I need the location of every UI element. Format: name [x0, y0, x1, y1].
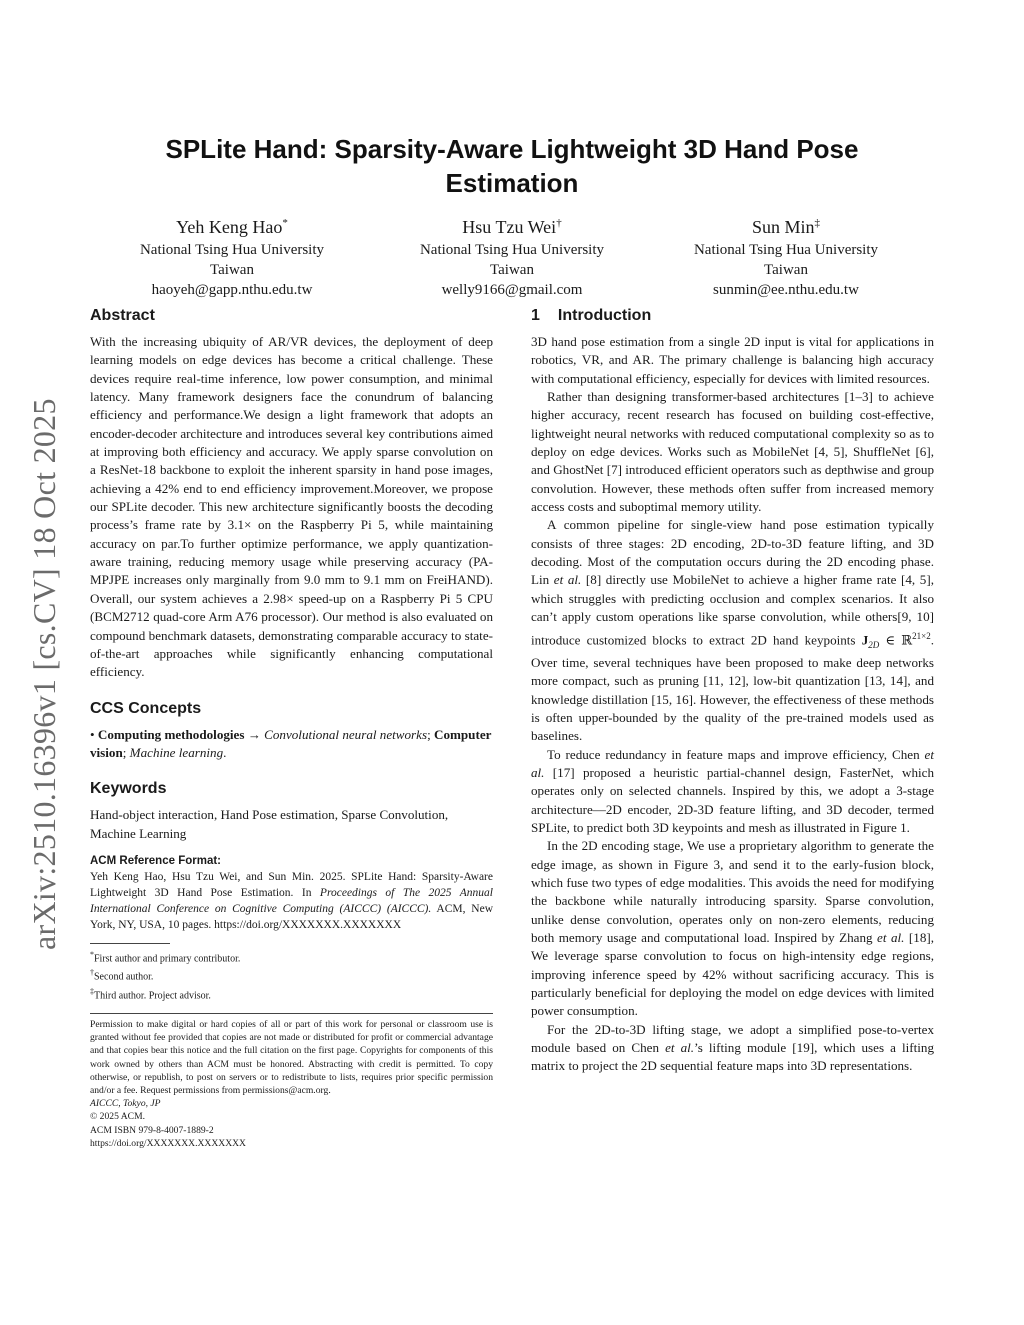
- intro-paragraph: Rather than designing transformer-based architectures [1–3] to achieve higher accuracy, recent research has focused on building cost-effective, lightweight neural networks with reduced computational complexity so as to deploy on edge devices. Works such as MobileNet [4, 5], ShuffleNet [6], and GhostNet [7] introduced efficient operators such as depthwise and group convolution. However, these methods often suffer from increased memory access costs and suboptimal memory utility.: [531, 389, 934, 515]
- copyright-line: © 2025 ACM.: [90, 1111, 145, 1123]
- author-block: [372, 210, 652, 300]
- permission-rule: [90, 1013, 493, 1014]
- section-heading-introduction: 1 Introduction: [531, 307, 652, 324]
- author-name: Hsu Tzu Wei†: [462, 217, 562, 237]
- permission-notice: Permission to make digital or hard copies of all or part of this work for personal or classroom use is granted without fee provided that copies are not made or distributed for profit or commercial advantage and that copies bear this notice and the full citation on the first page. Copyrights for components of this work owned by others than ACM must be honored. Abstracting with credit is permitted. To copy otherwise, or republish, to post on servers or to redistribute to lists, requires prior specific permission and/or a fee. Request permissions from permissions@acm.org.: [90, 1018, 493, 1096]
- acm-reference-heading: ACM Reference Format:: [90, 854, 221, 867]
- author-name: Sun Min‡: [751, 217, 821, 237]
- keywords-text: Hand-object interaction, Hand Pose estimation, Sparse Convolution, Machine Learning: [90, 807, 449, 841]
- footnote: †Second author.: [90, 968, 154, 983]
- author-affiliation: National Tsing Hua University: [139, 242, 325, 258]
- footnote: ‡Third author. Project advisor.: [90, 986, 211, 1001]
- keywords-heading: Keywords: [90, 780, 167, 798]
- author-email[interactable]: sunmin@ee.nthu.edu.tw: [713, 282, 859, 298]
- author-email[interactable]: haoyeh@gapp.nthu.edu.tw: [151, 282, 313, 298]
- author-name: Yeh Keng Hao*: [176, 217, 288, 237]
- intro-paragraph: A common pipeline for single-view hand pose estimation typically consists of three stages: 2D encoding, 2D-to-3D feature lifting, and 3D decoding. Most of the computation occurs during the 2D encoding phase. Lin et al. [8] directly use MobileNet to achieve a higher frame rate [4, 5], which struggles with predicting occlusion and complex scenarios. It also can’t apply custom operations like sparse convolution, while others[9, 10] introduce customized blocks to extract 2D hand keypoints $J_{2D}$ ∈ ℝ$^{21\times 2}$. Over time, several techniques have been proposed to make deep networks more compact, such as pruning [11, 12], low-bit quantization [13, 14], and knowledge distillation [15, 16]. However, the effectiveness of these methods is often upper-bounded by the quality of the pre-trained models used as baselines.: [531, 517, 934, 744]
- author-affiliation: National Tsing Hua University: [693, 242, 879, 258]
- author-country: Taiwan: [764, 262, 808, 278]
- left-column: [90, 305, 493, 1150]
- abstract-text: With the increasing ubiquity of AR/VR devices, the deployment of deep learning models on edge devices has become a critical challenge. These devices require real-time inference, low power consumption, and minimal latency. Many framework designers face the conundrum of balancing efficiency and performance.We design a light framework that adopts an encoder-decoder architecture and introduces several key contributions aimed at improving both efficiency and accuracy. We apply sparse convolution on a ResNet-18 backbone to exploit the inherent sparsity in hand pose images, achieving a 42% end to end efficiency improvement.Moreover, we propose our SPLite decoder. This new architecture significantly boosts the decoding process’s frame rate by 3.1× on the Raspberry Pi 5, while maintaining accuracy on par.To further optimize performance, we apply quantization-aware training, reducing memory usage while preserving accuracy (PA-MPJPE increases only marginally from 9.0 mm to 9.1 mm on FreiHAND). Overall, our system achieves a 2.98× speed-up on a Raspberry Pi 5 CPU (BCM2712 quad-core Arm A76 processor). Our method is also evaluated on compound benchmark datasets, demonstrating comparable accuracy to state-of-the-art approaches while significantly enhancing computational efficiency.: [90, 334, 493, 680]
- abstract-heading: Abstract: [90, 307, 155, 324]
- author-block: [646, 210, 926, 300]
- ccs-concepts: • Computing methodologies → Convolutional neural networks; Computer vision; Machine learning.: [90, 726, 492, 760]
- isbn-line: ACM ISBN 979-8-4007-1889-2: [90, 1124, 214, 1136]
- venue-line: AICCC, Tokyo, JP: [90, 1098, 161, 1110]
- arxiv-side-label: arXiv:2510.16396v1 [cs.CV] 18 Oct 2025: [26, 398, 62, 950]
- doi-link[interactable]: https://doi.org/XXXXXXX.XXXXXXX: [90, 1137, 246, 1149]
- acm-reference-text: Yeh Keng Hao, Hsu Tzu Wei, and Sun Min. 2025. SPLite Hand: Sparsity-Aware Lightweight 3D Hand Pose Estimation. In Proceedings of The 2025 Annual International Conference on Cognitive Computing (AICCC) (AICCC). ACM, New York, NY, USA, 10 pages. https://doi.org/XXXXXXX.XXXXXXX: [90, 870, 493, 931]
- intro-paragraph: In the 2D encoding stage, We use a proprietary algorithm to generate the edge image, as shown in Figure 3, and send it to the early-fusion block, which fuse two types of edge modalities. This avoids the need for modifying the backbone while naturally introducing sparsity. Sparse convolution, unlike dense convolution, operates only on non-zero elements, reducing both memory usage and computational load. Inspired by Zhang et al. [18], We leverage sparse convolution to focus on high-intensity edge regions, improving inference speed by 42% without sacrificing accuracy. This is particularly beneficial for deploying the model on edge devices with limited power consumption.: [531, 838, 934, 1019]
- author-block: [92, 210, 372, 300]
- right-column: [531, 305, 934, 1076]
- author-affiliation: National Tsing Hua University: [419, 242, 605, 258]
- author-country: Taiwan: [210, 262, 254, 278]
- footnote-rule: [90, 943, 170, 944]
- author-email[interactable]: welly9166@gmail.com: [441, 282, 583, 298]
- intro-paragraph: For the 2D-to-3D lifting stage, we adopt a simplified pose-to-vertex module based on Chen et al.’s lifting module [19], which uses a lifting matrix to project the 2D sequential feature maps into 3D representations.: [531, 1021, 935, 1074]
- footnote: *First author and primary contributor.: [90, 949, 241, 965]
- author-country: Taiwan: [490, 262, 534, 278]
- ccs-heading: CCS Concepts: [90, 699, 202, 717]
- intro-paragraph: 3D hand pose estimation from a single 2D input is vital for applications in robotics, VR, and AR. The primary challenge is balancing high accuracy with computational efficiency, especially for devices with limited resources.: [531, 334, 934, 386]
- intro-paragraph: To reduce redundancy in feature maps and improve efficiency, Chen et al. [17] proposed a heuristic partial-channel design, FasterNet, which operates only on selected channels. Inspired by this, we adopt a 3-stage architecture—2D encoder, 2D-3D feature lifting, and 3D decoder, termed SPLite, to predict both 3D keypoints and mesh as illustrated in Figure 1.: [531, 746, 934, 835]
- paper-title: SPLite Hand: Sparsity-Aware Lightweight 3D Hand Pose Estimation: [165, 134, 859, 198]
